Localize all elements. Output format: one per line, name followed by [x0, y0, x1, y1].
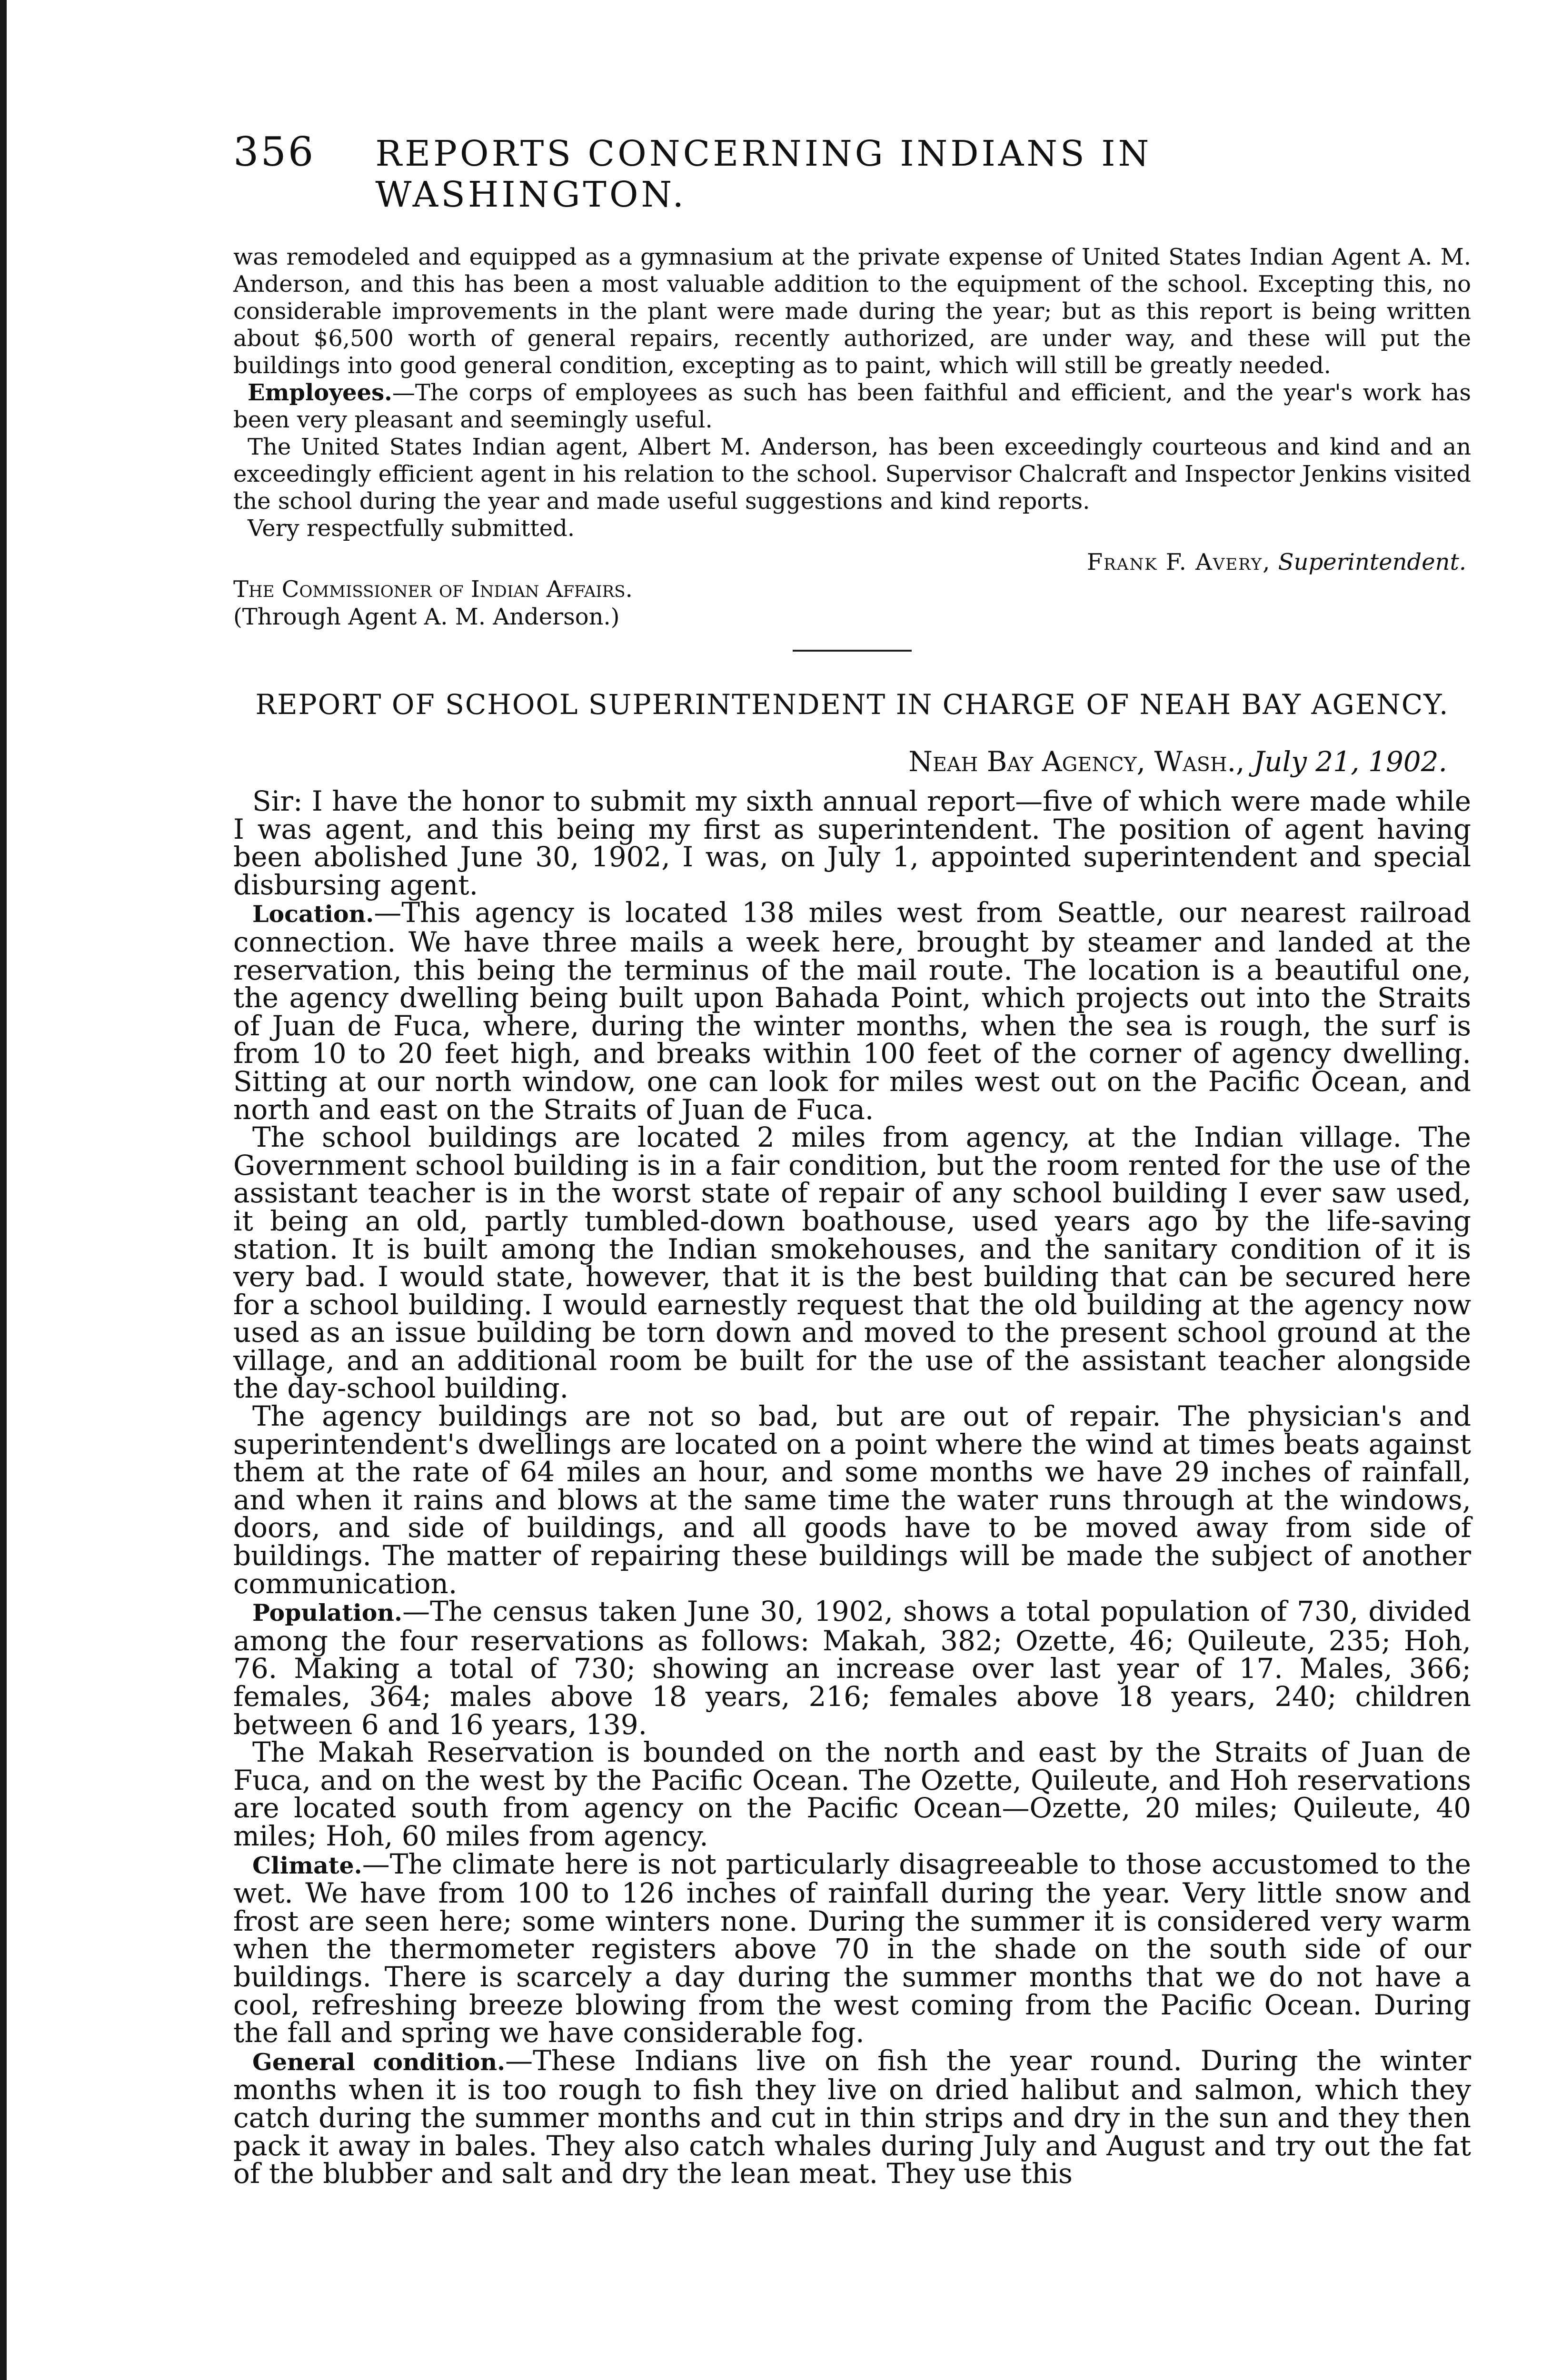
signature-row [233, 549, 1471, 575]
dateline-date: July 21, 1902. [1253, 745, 1447, 778]
signature [1087, 549, 1466, 575]
dateline-place: Neah Bay Agency, Wash., [908, 745, 1245, 778]
employees-paragraph [233, 379, 1471, 434]
report-body [233, 787, 1471, 2188]
location-paragraph [233, 896, 1471, 1126]
general-condition-text: —These Indians live on fish the year round. During the winter months when it is too rough to fish they live on dried halibut and salmon, which they catch during the summer months and cut in thin strips and dry in the sun and they then pack it away in bales. They also catch whales during July and August and try out the fat of the blubber and salt and dry the lean meat. They use this [233, 2044, 1471, 2190]
previous-report-section [233, 244, 1471, 542]
addressee: The Commissioner of Indian Affairs. [233, 576, 633, 603]
section-divider [793, 650, 912, 652]
population-text: —The census taken June 30, 1902, shows a total population of 730, divided among the four reservations as follows: Makah, 382; Ozette, 46; Quileute, 235; Hoh, 76. Making a total of 730; showing an increase over last year of 17. Males, 366; females, 364; males above 18 years, 216; females above 18 years, 240; children between 6 and 16 years, 139. [233, 1595, 1471, 1741]
employees-text: —The corps of employees as such has been faithful and efficient, and the year's work has been very pleasant and seemingly useful. [233, 379, 1471, 433]
climate-label: Climate. [252, 1851, 362, 1879]
population-label: Population. [252, 1599, 403, 1627]
running-head: REPORTS CONCERNING INDIANS IN WASHINGTON. [375, 133, 1152, 215]
closing-line: Very respectfully submitted. [248, 515, 575, 542]
general-condition-paragraph [233, 2044, 1471, 2190]
page-number: 356 [233, 129, 316, 175]
dateline [233, 745, 1447, 778]
employees-label: Employees. [248, 379, 392, 406]
document-page [233, 129, 1471, 2188]
report-title: REPORT OF SCHOOL SUPERINTENDENT IN CHARGE OF NEAH BAY AGENCY. [255, 688, 1449, 721]
school-buildings-paragraph: The school buildings are located 2 miles from agency, at the Indian village. The Government school building is in a fair condition, but the room rented for the use of the assistant teacher is in the worst state of repair of any school building I ever saw used, it being an old, partly tumbled-down boathouse, used years ago by the life-saving station. It is built among the Indian smokehouses, and the sanitary condition of it is very bad. I would state, however, that it is the best building that can be secured here for a school building. I would earnestly request that the old building at the agency now used as an issue building be torn down and moved to the present school ground at the village, and an additional room be built for the use of the assistant teacher alongside the day-school building. [233, 1121, 1471, 1405]
signature-title: Superintendent. [1278, 549, 1466, 575]
general-condition-label: General condition. [252, 2048, 506, 2076]
location-label: Location. [252, 900, 374, 928]
climate-text: —The climate here is not particularly disagreeable to those accustomed to the wet. We have from 100 to 126 inches of rainfall during the year. Very little snow and frost are seen here; some winters none. During the summer it is considered very warm when the thermometer registers above 70 in the shade on the south side of our buildings. There is scarcely a day during the summer months that we do not have a cool, refreshing breeze blowing from the west coming from the Pacific Ocean. During the fall and spring we have considerable fog. [233, 1847, 1471, 2049]
population-paragraph [233, 1595, 1471, 1741]
gymnasium-paragraph: was remodeled and equipped as a gymnasium at the private expense of United States Indian Agent A. M. Anderson, and this has been a most valuable addition to the equipment of the school. Excepting this, no considerable improvements in the plant were made during the year; but as this report is being written about $6,500 worth of general repairs, recently authorized, are under way, and these will put the buildings into good general condition, excepting as to paint, which will still be greatly needed. [233, 244, 1471, 379]
addressee-via: (Through Agent A. M. Anderson.) [233, 604, 620, 630]
scan-edge-left [0, 0, 7, 2380]
page-header [233, 129, 1471, 215]
signature-name: Frank F. Avery, [1086, 549, 1271, 575]
makah-paragraph: The Makah Reservation is bounded on the north and east by the Straits of Juan de Fuca, and on the west by the Pacific Ocean. The Ozette, Quileute, and Hoh reservations are located south from agency on the Pacific Ocean—Ozette, 20 miles; Quileute, 40 miles; Hoh, 60 miles from agency. [233, 1736, 1471, 1852]
addressee-block [233, 575, 1471, 631]
intro-paragraph: Sir: I have the honor to submit my sixth annual report—five of which were made while I was agent, and this being my first as superintendent. The position of agent having been abolished June 30, 1902, I was, on July 1, appointed superintendent and special disbursing agent. [233, 785, 1471, 901]
agent-paragraph: The United States Indian agent, Albert M. Anderson, has been exceedingly courteous and kind and an exceedingly efficient agent in his relation to the school. Supervisor Chalcraft and Inspector Jenkins visited the school during the year and made useful suggestions and kind reports. [233, 434, 1471, 515]
agency-buildings-paragraph: The agency buildings are not so bad, but are out of repair. The physician's and superintendent's dwellings are located on a point where the wind at times beats against them at the rate of 64 miles an hour, and some months we have 29 inches of rainfall, and when it rains and blows at the same time the water runs through at the windows, doors, and side of buildings, and all goods have to be moved away from side of buildings. The matter of repairing these buildings will be made the subject of another communication. [233, 1400, 1471, 1600]
location-text: —This agency is located 138 miles west from Seattle, our nearest railroad connection. We have three mails a week here, brought by steamer and landed at the reservation, this being the terminus of the mail route. The location is a beautiful one, the agency dwelling being built upon Bahada Point, which projects out into the Straits of Juan de Fuca, where, during the winter months, when the sea is rough, the surf is from 10 to 20 feet high, and breaks within 100 feet of the corner of agency dwelling. Sitting at our north window, one can look for miles west out on the Pacific Ocean, and north and east on the Straits of Juan de Fuca. [233, 896, 1471, 1126]
climate-paragraph [233, 1847, 1471, 2049]
